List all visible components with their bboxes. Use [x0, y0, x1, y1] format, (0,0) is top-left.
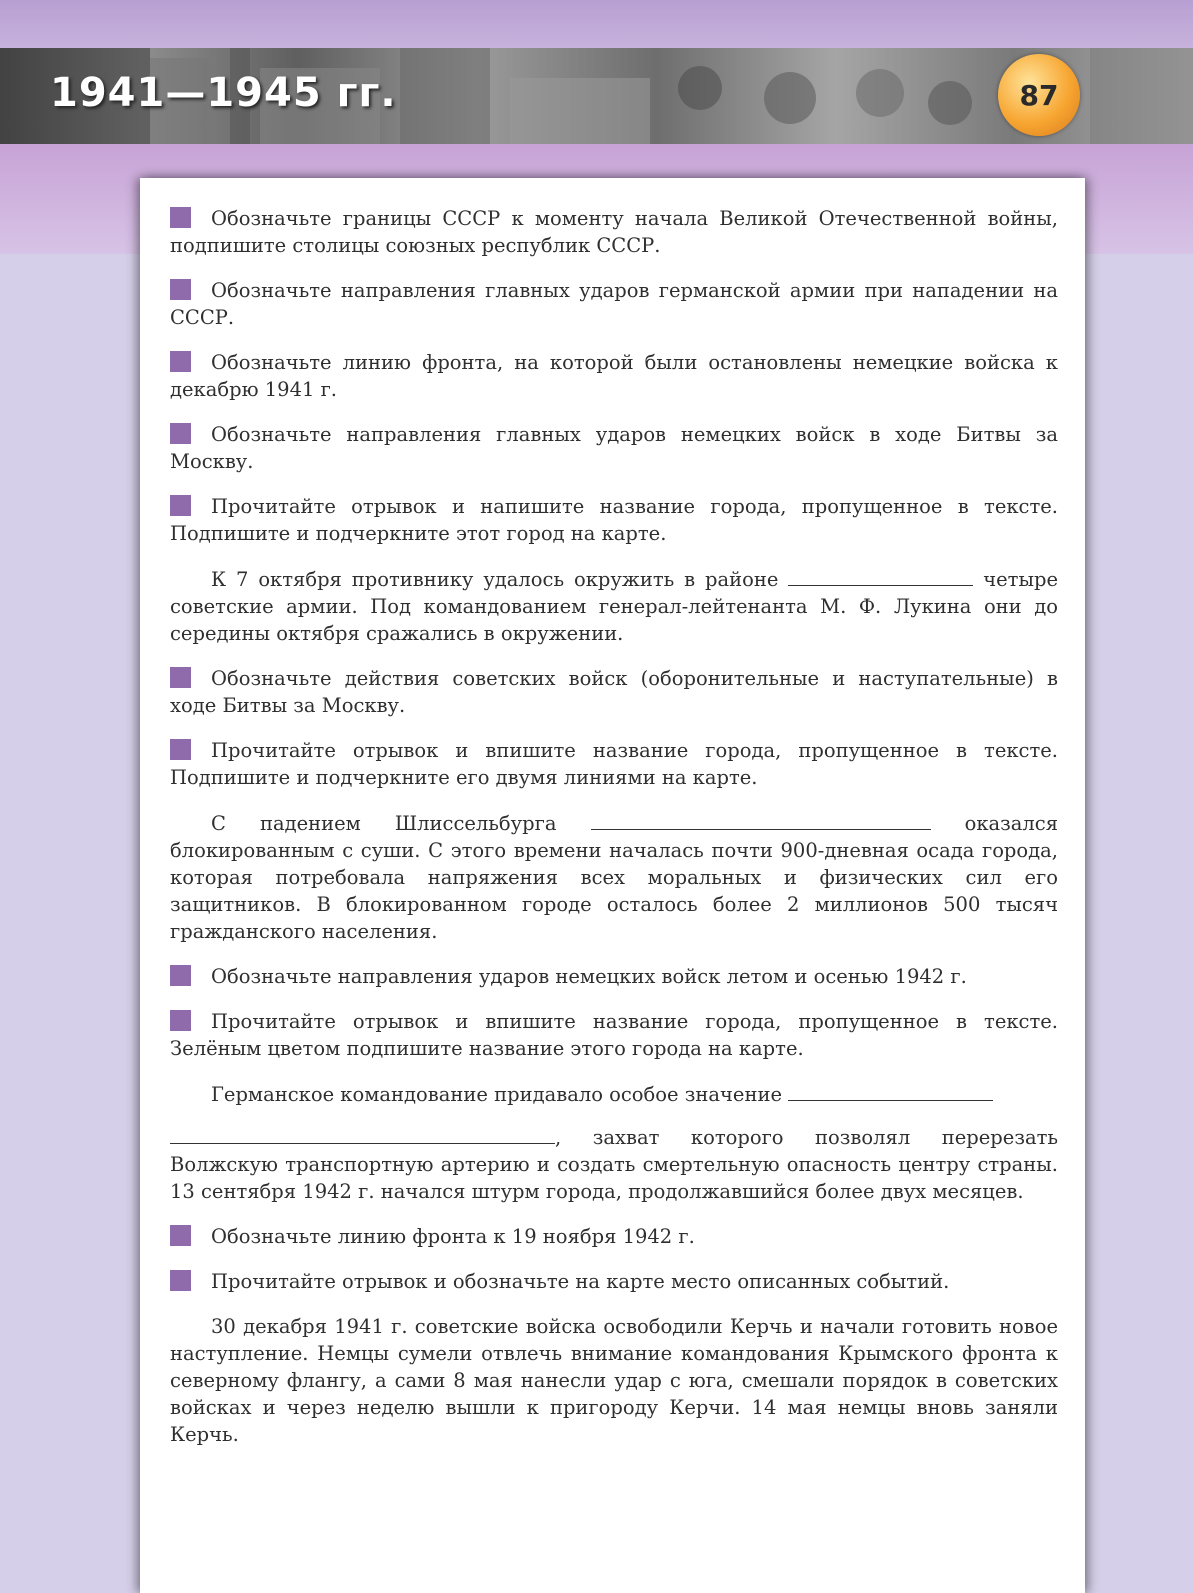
excerpt-paragraph — [170, 809, 1058, 945]
task-marker-icon — [170, 1270, 191, 1291]
task-item — [170, 665, 1058, 719]
chapter-title: 1941—1945 гг. — [50, 70, 397, 116]
task-item — [170, 1008, 1058, 1062]
task-item — [170, 421, 1058, 475]
excerpt-text: четыре советские армии. Под командованием генерал-лейтенанта М. Ф. Лукина они до середины октября сражались в окружении. — [170, 568, 1059, 645]
task-text: Обозначьте направления ударов немецких войск летом и осенью 1942 г. — [211, 965, 967, 988]
task-text: Прочитайте отрывок и впишите название города, пропущенное в тексте. Подпишите и подчеркните его двумя линиями на карте. — [170, 739, 1058, 789]
task-marker-icon — [170, 1225, 191, 1246]
excerpt-text: , захват которого позволял перерезать Волжскую транспортную артерию и создать смертельную опасность центру страны. 13 сентября 1942 г. начался штурм города, продолжавшийся более двух месяцев. — [170, 1126, 1058, 1203]
task-item — [170, 205, 1058, 259]
task-marker-icon — [170, 207, 191, 228]
task-item — [170, 493, 1058, 547]
task-text: Обозначьте линию фронта к 19 ноября 1942 г. — [211, 1225, 695, 1248]
task-item — [170, 1223, 1058, 1250]
task-item — [170, 737, 1058, 791]
excerpt-paragraph — [170, 1313, 1058, 1448]
task-item — [170, 1268, 1058, 1295]
task-text: Прочитайте отрывок и обозначьте на карте место описанных событий. — [211, 1270, 950, 1293]
task-marker-icon — [170, 423, 191, 444]
task-text: Обозначьте границы СССР к моменту начала Великой Отечественной войны, подпишите столицы союзных республик СССР. — [170, 207, 1058, 257]
task-marker-icon — [170, 351, 191, 372]
task-marker-icon — [170, 495, 191, 516]
page-number-badge: 87 — [998, 54, 1080, 136]
content-area — [170, 205, 1058, 1466]
task-text: Обозначьте направления главных ударов немецких войск в ходе Битвы за Москву. — [170, 423, 1058, 473]
task-text: Обозначьте линию фронта, на которой были остановлены немецкие войска к декабрю 1941 г. — [170, 351, 1058, 401]
task-marker-icon — [170, 739, 191, 760]
answer-blank[interactable] — [591, 809, 931, 830]
task-text: Обозначьте направления главных ударов германской армии при нападении на СССР. — [170, 279, 1058, 329]
excerpt-text: 30 декабря 1941 г. советские войска освободили Керчь и начали готовить новое наступление. Немцы сумели отвлечь внимание командования Крымского фронта к северному флангу, а сами 8 мая нанесли удар с юга, смешали порядок в советских войсках и через неделю вышли к пригороду Керчи. 14 мая немцы вновь заняли Керчь. — [170, 1315, 1058, 1446]
task-marker-icon — [170, 1010, 191, 1031]
excerpt-text: С падением Шлиссельбурга — [211, 812, 557, 835]
excerpt-text: оказался блокированным с суши. С этого времени началась почти 900-дневная осада города, которая потребовала напряжения всех моральных и физических сил его защитников. В блокированном городе осталось более 2 миллионов 500 тысяч гражданского населения. — [170, 812, 1059, 943]
answer-blank[interactable] — [788, 1080, 993, 1101]
excerpt-paragraph — [170, 565, 1058, 647]
task-marker-icon — [170, 279, 191, 300]
task-text: Прочитайте отрывок и напишите название города, пропущенное в тексте. Подпишите и подчеркните этот город на карте. — [170, 495, 1058, 545]
task-marker-icon — [170, 965, 191, 986]
excerpt-paragraph — [170, 1080, 1058, 1205]
task-item — [170, 963, 1058, 990]
top-decor-strip — [0, 0, 1193, 48]
answer-blank[interactable] — [170, 1123, 555, 1144]
excerpt-text: Германское командование придавало особое значение — [211, 1083, 782, 1106]
task-item — [170, 349, 1058, 403]
task-item — [170, 277, 1058, 331]
task-marker-icon — [170, 667, 191, 688]
task-text: Обозначьте действия советских войск (оборонительные и наступательные) в ходе Битвы за Москву. — [170, 667, 1058, 717]
task-text: Прочитайте отрывок и впишите название города, пропущенное в тексте. Зелёным цветом подпишите название этого города на карте. — [170, 1010, 1058, 1060]
answer-blank[interactable] — [788, 565, 973, 586]
excerpt-text: К 7 октября противнику удалось окружить в районе — [211, 568, 779, 591]
